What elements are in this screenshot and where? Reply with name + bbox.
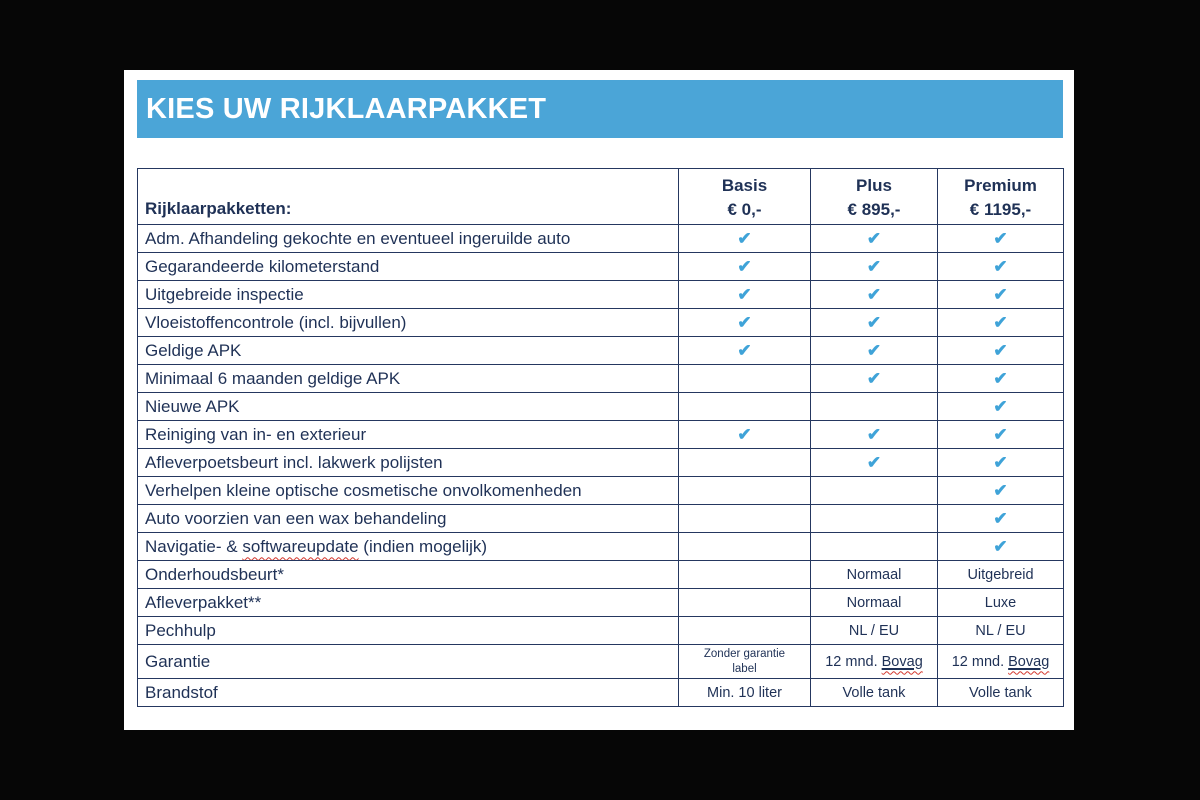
check-icon: ✔ xyxy=(737,256,752,276)
value-cell-basis xyxy=(679,505,811,533)
check-icon: ✔ xyxy=(866,284,882,304)
package-price: € 895,- xyxy=(847,199,901,219)
value-cell-plus xyxy=(811,365,938,393)
feature-label-cell: Garantie xyxy=(138,645,679,679)
check-icon: ✔ xyxy=(993,508,1008,528)
value-cell-premium xyxy=(938,281,1064,309)
feature-row xyxy=(138,449,1064,477)
feature-label-cell: Brandstof xyxy=(138,679,679,707)
value-cell-premium xyxy=(938,309,1064,337)
feature-row xyxy=(138,393,1064,421)
feature-row xyxy=(138,505,1064,533)
value-cell-plus xyxy=(811,505,938,533)
check-icon: ✔ xyxy=(866,256,882,276)
feature-label-cell: Geldige APK xyxy=(138,337,679,365)
value-cell-basis xyxy=(679,225,811,253)
feature-row xyxy=(138,645,1064,679)
value-cell-basis xyxy=(679,309,811,337)
package-name: Plus xyxy=(856,175,892,195)
value-cell-basis xyxy=(679,645,811,679)
feature-label-cell: Vloeistoffencontrole (incl. bijvullen) xyxy=(138,309,679,337)
feature-label-cell: Afleverpoetsbeurt incl. lakwerk polijsten xyxy=(138,449,679,477)
value-cell-plus xyxy=(811,449,938,477)
misspelled-word xyxy=(1008,654,1049,670)
value-cell-basis xyxy=(679,421,811,449)
feature-row xyxy=(138,617,1064,645)
feature-row xyxy=(138,421,1064,449)
value-cell-plus xyxy=(811,477,938,505)
value-cell-premium xyxy=(938,337,1064,365)
package-comparison-table xyxy=(137,168,1064,707)
column-header-plus xyxy=(811,169,938,225)
feature-label-cell: Reiniging van in- en exterieur xyxy=(138,421,679,449)
feature-label-cell: Navigatie- & softwareupdate (indien mogelijk) xyxy=(138,533,679,561)
check-icon: ✔ xyxy=(737,228,752,248)
value-cell-plus xyxy=(811,309,938,337)
package-price: € 1195,- xyxy=(969,199,1032,219)
check-icon: ✔ xyxy=(993,340,1008,360)
feature-row xyxy=(138,281,1064,309)
value-cell-plus: Normaal xyxy=(811,589,938,617)
check-icon: ✔ xyxy=(737,340,752,360)
value-cell-premium xyxy=(938,421,1064,449)
value-cell-premium xyxy=(938,505,1064,533)
value-cell-premium xyxy=(938,449,1064,477)
value-cell-premium xyxy=(938,225,1064,253)
package-price: € 0,- xyxy=(727,199,762,219)
title-bar xyxy=(137,80,1063,138)
value-cell-premium xyxy=(938,365,1064,393)
feature-row xyxy=(138,679,1064,707)
check-icon: ✔ xyxy=(866,228,882,248)
value-cell-basis xyxy=(679,449,811,477)
check-icon: ✔ xyxy=(993,256,1008,276)
value-cell-plus xyxy=(811,533,938,561)
value-cell-plus: Volle tank xyxy=(811,679,938,707)
feature-label-cell: Verhelpen kleine optische cosmetische onvolkomenheden xyxy=(138,477,679,505)
feature-label-cell: Nieuwe APK xyxy=(138,393,679,421)
check-icon: ✔ xyxy=(866,312,882,332)
check-icon: ✔ xyxy=(737,424,752,444)
column-header-basis xyxy=(679,169,811,225)
feature-label-cell: Minimaal 6 maanden geldige APK xyxy=(138,365,679,393)
value-cell-basis xyxy=(679,477,811,505)
value-cell-basis xyxy=(679,253,811,281)
value-cell-premium: Volle tank xyxy=(938,679,1064,707)
value-cell-premium xyxy=(938,253,1064,281)
check-icon: ✔ xyxy=(993,368,1008,388)
value-cell-basis: Min. 10 liter xyxy=(679,679,811,707)
misspelled-word: softwareupdate xyxy=(242,536,359,556)
value-cell-plus xyxy=(811,337,938,365)
value-cell-basis xyxy=(679,617,811,645)
value-cell-plus xyxy=(811,281,938,309)
check-icon: ✔ xyxy=(866,452,882,472)
value-cell-premium xyxy=(938,393,1064,421)
value-cell-plus xyxy=(811,393,938,421)
value-cell-plus xyxy=(811,253,938,281)
feature-row xyxy=(138,225,1064,253)
table-header-row xyxy=(138,169,1064,225)
check-icon: ✔ xyxy=(866,424,882,444)
content-sheet xyxy=(124,70,1074,730)
value-cell-basis xyxy=(679,533,811,561)
package-name: Premium xyxy=(964,175,1037,195)
feature-row xyxy=(138,253,1064,281)
feature-label-cell: Afleverpakket** xyxy=(138,589,679,617)
check-icon: ✔ xyxy=(993,312,1008,332)
feature-row xyxy=(138,561,1064,589)
check-icon: ✔ xyxy=(993,452,1008,472)
package-name: Basis xyxy=(721,175,768,195)
value-cell-basis xyxy=(679,365,811,393)
underlined-word: Bovag xyxy=(1008,653,1050,670)
check-icon: ✔ xyxy=(993,536,1008,556)
feature-row xyxy=(138,309,1064,337)
feature-label-cell: Adm. Afhandeling gekochte en eventueel ingeruilde auto xyxy=(138,225,679,253)
check-icon: ✔ xyxy=(993,424,1008,444)
check-icon: ✔ xyxy=(993,284,1008,304)
value-cell-plus: NL / EU xyxy=(811,617,938,645)
check-icon: ✔ xyxy=(737,284,752,304)
value-cell-plus: Normaal xyxy=(811,561,938,589)
value-cell-premium: Luxe xyxy=(938,589,1064,617)
feature-label-cell: Pechhulp xyxy=(138,617,679,645)
feature-row xyxy=(138,337,1064,365)
feature-label-cell: Onderhoudsbeurt* xyxy=(138,561,679,589)
check-icon: ✔ xyxy=(993,396,1008,416)
check-icon: ✔ xyxy=(866,368,882,388)
value-cell-plus xyxy=(811,421,938,449)
underlined-word: Bovag xyxy=(881,653,923,670)
feature-row xyxy=(138,589,1064,617)
value-cell-basis xyxy=(679,561,811,589)
feature-label-cell: Uitgebreide inspectie xyxy=(138,281,679,309)
page-title: KIES UW RIJKLAARPAKKET xyxy=(146,92,547,125)
feature-row xyxy=(138,365,1064,393)
value-cell-basis xyxy=(679,393,811,421)
corner-label-cell: Rijklaarpakketten: xyxy=(138,169,679,225)
value-cell-plus xyxy=(811,225,938,253)
check-icon: ✔ xyxy=(993,480,1008,500)
check-icon: ✔ xyxy=(993,228,1008,248)
value-cell-premium: NL / EU xyxy=(938,617,1064,645)
small-note: Zonder garantie label xyxy=(703,648,786,675)
value-cell-premium: Uitgebreid xyxy=(938,561,1064,589)
feature-row xyxy=(138,533,1064,561)
value-cell-premium xyxy=(938,533,1064,561)
feature-label-cell: Auto voorzien van een wax behandeling xyxy=(138,505,679,533)
misspelled-word xyxy=(882,654,923,670)
value-cell-plus: 12 mnd. Bovag xyxy=(811,645,938,679)
column-header-premium xyxy=(938,169,1064,225)
feature-label-cell: Gegarandeerde kilometerstand xyxy=(138,253,679,281)
value-cell-basis xyxy=(679,589,811,617)
feature-row xyxy=(138,477,1064,505)
value-cell-basis xyxy=(679,337,811,365)
check-icon: ✔ xyxy=(866,340,882,360)
value-cell-premium xyxy=(938,477,1064,505)
check-icon: ✔ xyxy=(737,312,752,332)
value-cell-premium: 12 mnd. Bovag xyxy=(938,645,1064,679)
value-cell-basis xyxy=(679,281,811,309)
